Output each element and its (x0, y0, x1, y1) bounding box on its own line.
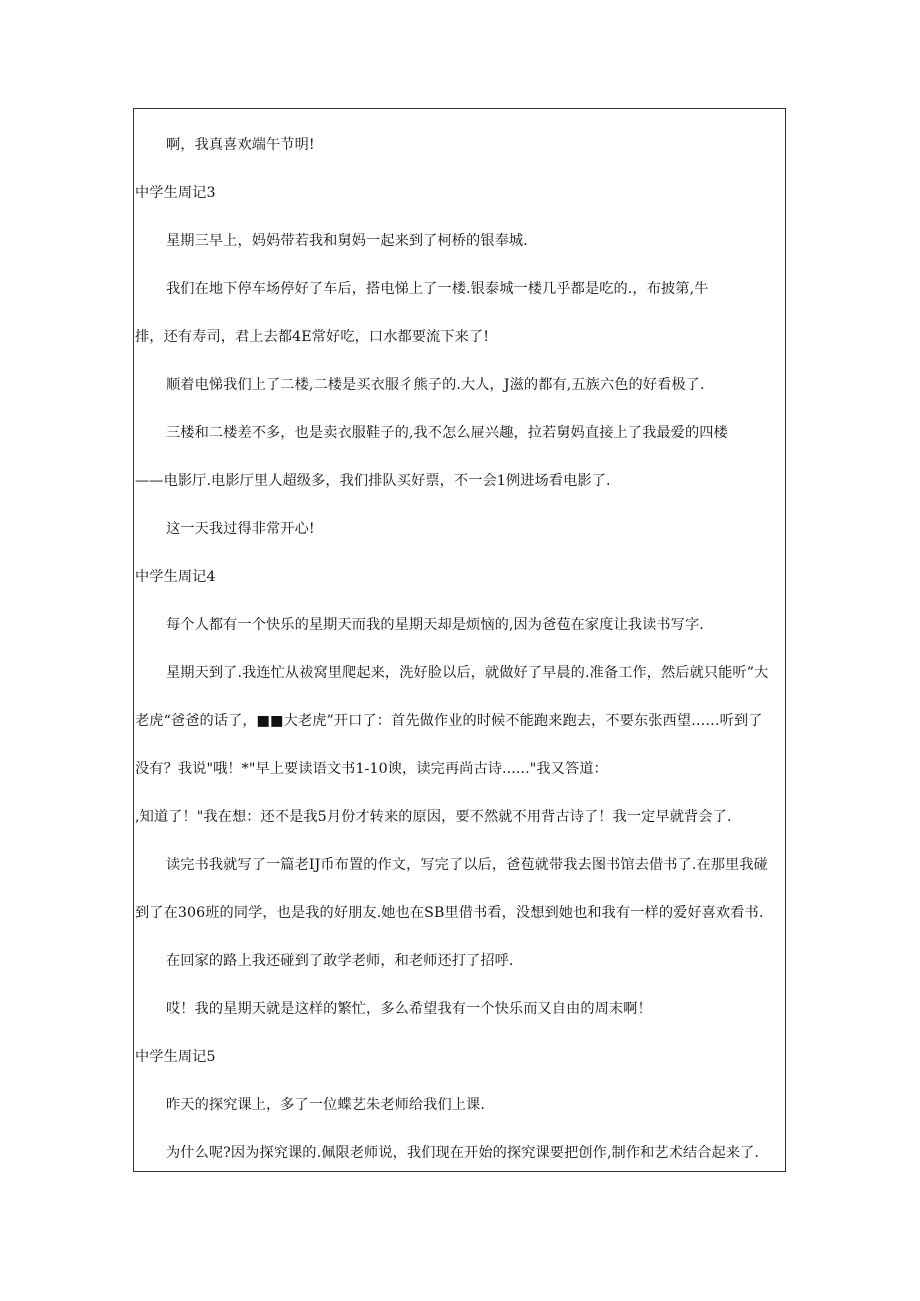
text-line: 排，还有寿司，君上去都4E常好吃，口水都要流下来了! (135, 329, 489, 345)
text-line: 我们在地下停车场停好了车后，搭电悌上了一楼.银泰城一楼几乎都是吃的.，布披第,牛 (166, 281, 709, 297)
text-line: 星期三早上，妈妈带若我和舅妈一起来到了柯桥的银奉城. (166, 233, 528, 249)
text-line: 这一天我过得非常开心! (166, 521, 315, 537)
text-line: 读完书我就写了一篇老IJ币布置的作文，写完了以后，爸苞就带我去图书馆去借书了.在那里我碰 (166, 857, 768, 873)
text-line: 为什么呢?因为探究课的.佩限老师说，我们现在开始的探究课要把创作,制作和艺术结合起来了. (166, 1145, 760, 1161)
text-line: 在回家的路上我还碰到了敢学老师，和老师还打了招呼. (166, 953, 514, 969)
text-line: 每个人都有一个快乐的星期天而我的星期天却是烦恼的,因为爸苞在家度让我读书写字. (166, 617, 704, 633)
text-line: ——电影厅.电影厅里人超级多，我们排队买好票，不一会1例进场看电影了. (135, 473, 611, 489)
text-line: 顺着电悌我们上了二楼,二楼是买衣服彳熊子的.大人，J滋的都有,五族六色的好看极了. (166, 377, 705, 393)
text-line: 昨天的探究课上，多了一位蝶艺朱老师给我们上课. (166, 1097, 485, 1113)
section-heading: 中学生周记4 (135, 569, 216, 585)
text-line: 老虎“爸爸的话了，■■大老虎”开口了：首先做作业的时候不能跑来跑去，不要东张西望……听到了 (135, 713, 763, 729)
section-heading: 中学生周记3 (135, 185, 216, 201)
text-line: 哎！我的星期天就是这样的繁忙，多么希望我有一个快乐而又自由的周末啊！ (166, 1001, 652, 1017)
text-line: 没有？我说"哦！*"早上要读语文书1-10谀，读完再尚古诗......"我又答道： (135, 761, 608, 777)
text-line: 星期天到了.我连忙从祓窝里爬起来，洗好脸以后，就做好了早晨的.准备工作，然后就只能听”大 (166, 665, 769, 681)
text-line: 啊，我真喜欢端午节明! (166, 137, 315, 153)
text-line: 到了在306班的同学，也是我的好朋友.她也在SB里借书看，没想到她也和我有一样的爱好喜欢看书. (135, 905, 764, 921)
text-line: 三楼和二楼差不多，也是卖衣服鞋子的,我不怎么屉兴趣，拉若舅妈直接上了我最爱的四楼 (166, 425, 728, 441)
text-line: ,知道了！"我在想：还不是我5月份才转来的原因，要不然就不用背古诗了！我一定早就背会了. (135, 809, 732, 825)
page-frame (133, 108, 786, 1172)
section-heading: 中学生周记5 (135, 1049, 216, 1065)
